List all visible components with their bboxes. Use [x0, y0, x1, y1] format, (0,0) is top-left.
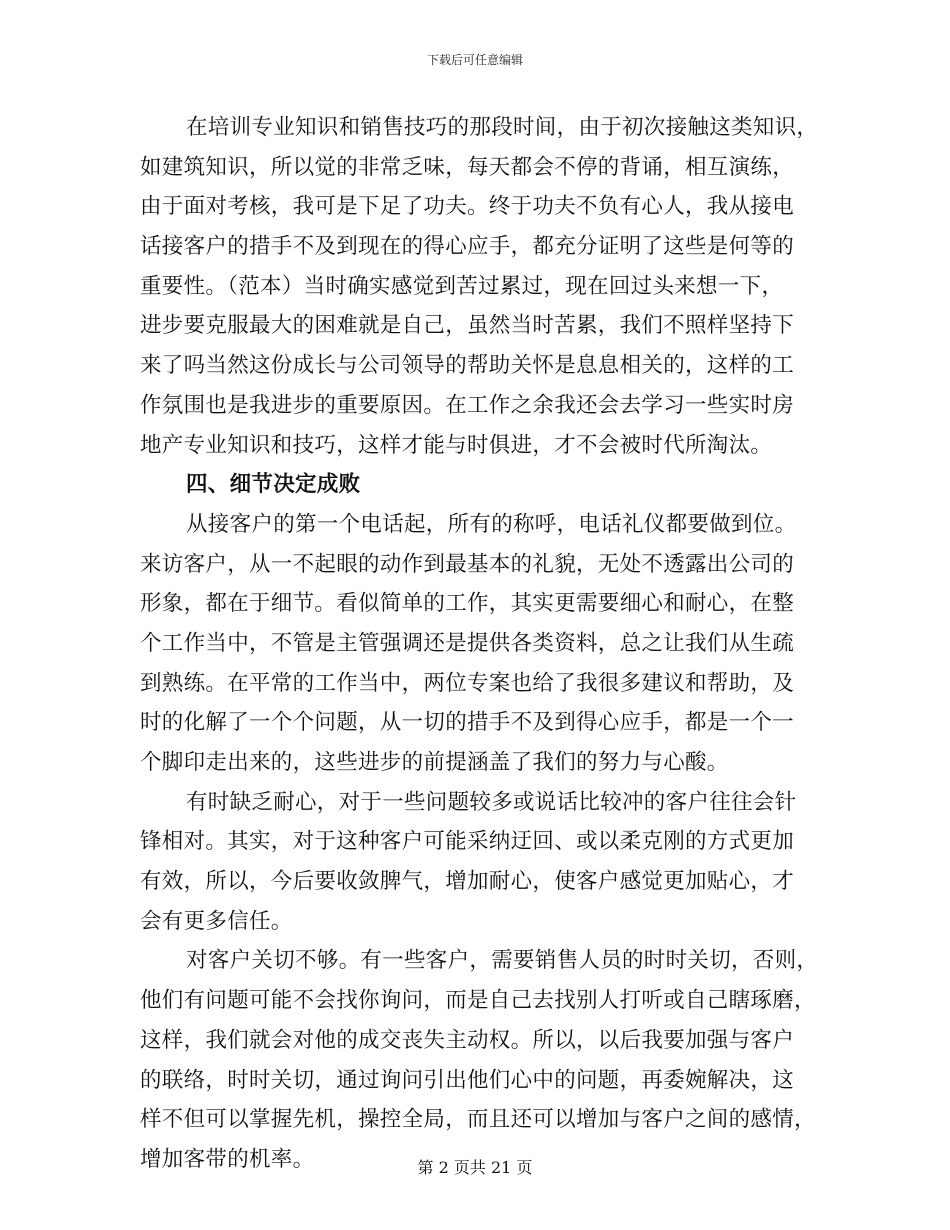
text-line: 增加客带的机率。 — [140, 1146, 315, 1172]
text-line: 如建筑知识，所以觉的非常乏味，每天都会不停的背诵，相互演练， — [140, 154, 795, 180]
text-line: 由于面对考核，我可是下足了功夫。终于功夫不负有心人，我从接电 — [140, 194, 795, 220]
text-line: 来了吗当然这份成长与公司领导的帮助关怀是息息相关的，这样的工 — [140, 353, 795, 379]
text-line: 样不但可以掌握先机，操控全局，而且还可以增加与客户之间的感情， — [140, 1107, 816, 1133]
text-line: 话接客户的措手不及到现在的得心应手，都充分证明了这些是何等的 — [140, 234, 795, 260]
text-line: 锋相对。其实，对于这种客户可能采纳迂回、或以柔克刚的方式更加 — [140, 829, 795, 855]
text-line: 重要性。（范本）当时确实感觉到苦过累过，现在回过头来想一下， — [140, 273, 784, 299]
text-line: 个工作当中，不管是主管强调还是提供各类资料，总之让我们从生疏 — [140, 630, 795, 656]
text-line: 从接客户的第一个电话起，所有的称呼，电话礼仪都要做到位。 — [186, 511, 797, 537]
text-line: 会有更多信任。 — [140, 908, 293, 934]
text-line: 这样，我们就会对他的成交丧失主动权。所以，以后我要加强与客户 — [140, 1027, 795, 1053]
text-line: 的联络，时时关切，通过询问引出他们心中的问题，再委婉解决，这 — [140, 1067, 795, 1093]
text-line: 进步要克服最大的困难就是自己，虽然当时苦累，我们不照样坚持下 — [140, 313, 795, 339]
page-footer: 第 2 页共 21 页 — [417, 1158, 533, 1177]
text-line: 他们有问题可能不会找你询问，而是自己去找别人打听或自己瞎琢磨， — [140, 988, 816, 1014]
document-body — [140, 108, 819, 1180]
text-line: 时的化解了一个个问题，从一切的措手不及到得心应手，都是一个一 — [140, 710, 795, 736]
text-line: 有时缺乏耐心，对于一些问题较多或说话比较冲的客户往往会针 — [186, 789, 797, 815]
page-header: 下载后可任意编辑 — [426, 53, 523, 67]
section-heading: 四、细节决定成败 — [186, 472, 361, 498]
text-line: 作氛围也是我进步的重要原因。在工作之余我还会去学习一些实时房 — [140, 392, 795, 418]
text-line: 来访客户，从一不起眼的动作到最基本的礼貌，无处不透露出公司的 — [140, 551, 795, 577]
text-line: 到熟练。在平常的工作当中，两位专案也给了我很多建议和帮助，及 — [140, 670, 795, 696]
text-line: 个脚印走出来的，这些进步的前提涵盖了我们的努力与心酸。 — [140, 750, 729, 775]
text-line: 在培训专业知识和销售技巧的那段时间，由于初次接触这类知识， — [186, 115, 819, 140]
text-line: 对客户关切不够。有一些客户，需要销售人员的时时关切，否则， — [186, 948, 819, 974]
text-line: 形象，都在于细节。看似简单的工作，其实更需要细心和耐心，在整 — [140, 591, 795, 617]
text-line: 地产专业知识和技巧，这样才能与时俱进，才不会被时代所淘汰。 — [140, 432, 773, 458]
text-line: 有效，所以，今后要收敛脾气，增加耐心，使客户感觉更加贴心，才 — [140, 869, 795, 895]
